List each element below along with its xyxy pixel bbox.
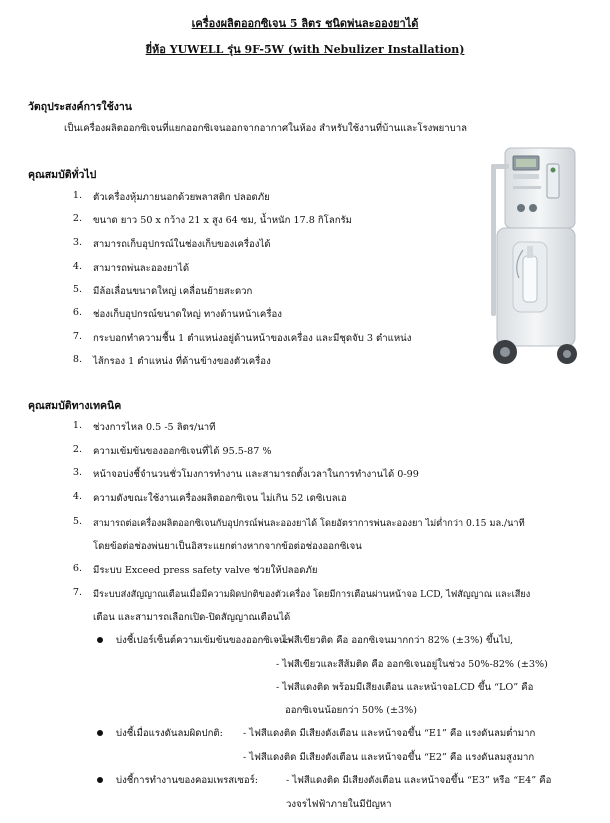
bullet-detail-line: - ไฟสีแดงติด มีเสียงดังเตือน และหน้าจอขึ้น “E3” หรือ “E4” คือ [286, 775, 552, 786]
general-item-text: ช่องเก็บอุปกรณ์ขนาดใหญ่ ทางด้านหน้าเครื่อง [93, 309, 282, 320]
technical-item-text: สามารถต่อเครื่องผลิตออกซิเจนกับอุปกรณ์พ่นละอองยาได้ โดยอัตราการพ่นละอองยา ไม่ต่ำกว่า 0.15 มล./นาที [93, 518, 525, 529]
bullet-detail-line: - ไฟสีแดงติด พร้อมมีเสียงเตือน และหน้าจอLCD ขึ้น “LO” คือ [276, 682, 534, 693]
bullet-marker [97, 637, 103, 643]
general-item-number: 5. [72, 284, 82, 295]
general-item-text: ไส้กรอง 1 ตำแหน่ง ที่ด้านข้างของตัวเครื่อง [93, 356, 271, 367]
general-item-number: 4. [72, 261, 82, 272]
general-item-number: 3. [72, 237, 82, 248]
document-title-line1: เครื่องผลิตออกซิเจน 5 ลิตร ชนิดพ่นละอองยาได้ [191, 17, 419, 30]
general-item-text: ตัวเครื่องหุ้มภายนอกด้วยพลาสติก ปลอดภัย [93, 192, 270, 203]
technical-item-text: ช่วงการไหล 0.5 -5 ลิตร/นาที [93, 422, 216, 433]
general-item-number: 8. [72, 354, 82, 365]
technical-item-text: มีระบบ Exceed press safety valve ช่วยให้ปลอดภัย [93, 565, 318, 576]
general-item-text: กระบอกทำความชื้น 1 ตำแหน่งอยู่ด้านหน้าของเครื่อง และมีชุดจับ 3 ตำแหน่ง [93, 333, 412, 344]
technical-item-text: ความเข้มข้นของออกซิเจนที่ได้ 95.5-87 % [93, 446, 272, 457]
technical-item-number: 5. [72, 516, 82, 527]
bullet-detail-line: - ไฟสีเขียวติด คือ ออกซิเจนมากกว่า 82% (±3%) ขึ้นไป, [276, 635, 514, 646]
technical-item-number: 1. [72, 420, 82, 431]
bullet-label-pressure-indicator: บ่งชี้เมื่อแรงดันลมผิดปกติ: [116, 728, 223, 739]
general-heading: คุณสมบัติทั่วไป [28, 169, 97, 181]
bullet-detail-line: ออกซิเจนน้อยกว่า 50% (±3%) [285, 705, 417, 716]
technical-item-number: 2. [72, 444, 82, 455]
bullet-detail-line: วงจรไฟฟ้าภายในมีปัญหา [286, 799, 392, 810]
purpose-text: เป็นเครื่องผลิตออกซิเจนที่แยกออกซิเจนออกจากอากาศในห้อง สำหรับใช้งานที่บ้านและโรงพยาบาล [64, 123, 468, 134]
bullet-label-oxygen-indicator: บ่งชี้เปอร์เซ็นต์ความเข้มข้นของออกซิเจน:- [116, 635, 292, 646]
technical-item-text: หน้าจอบ่งชี้จำนวนชั่วโมงการทำงาน และสามารถตั้งเวลาในการทำงานได้ 0-99 [93, 469, 419, 480]
general-item-text: ขนาด ยาว 50 x กว้าง 21 x สูง 64 ซม, น้ำหนัก 17.8 กิโลกรัม [93, 215, 352, 226]
general-item-number: 2. [72, 213, 82, 224]
general-item-number: 1. [72, 190, 82, 201]
technical-item-number: 6. [72, 563, 82, 574]
bullet-marker [97, 730, 103, 736]
bullet-label-compressor-indicator: บ่งชี้การทำงานของคอมเพรสเซอร์: [116, 775, 259, 786]
general-item-number: 7. [72, 331, 82, 342]
purpose-heading: วัตถุประสงค์การใช้งาน [28, 101, 132, 113]
bullet-marker [97, 777, 103, 783]
bullet-detail-line: - ไฟสีเขียวและสีส้มติด คือ ออกซิเจนอยู่ในช่วง 50%-82% (±3%) [276, 659, 548, 670]
general-item-text: มีล้อเลื่อนขนาดใหญ่ เคลื่อนย้ายสะดวก [93, 286, 253, 297]
general-item-text: สามารถพ่นละอองยาได้ [93, 263, 190, 274]
general-item-text: สามารถเก็บอุปกรณ์ในช่องเก็บของเครื่องได้ [93, 239, 271, 250]
bullet-detail-line: - ไฟสีแดงติด มีเสียงดังเตือน และหน้าจอขึ้น “E1” คือ แรงดันลมต่ำมาก [243, 728, 536, 739]
technical-item-number: 3. [72, 467, 82, 478]
technical-item-text-continued: โดยข้อต่อช่องพ่นยาเป็นอิสระแยกต่างหากจากข้อต่อช่องออกซิเจน [93, 541, 362, 552]
oxygen-concentrator-image [483, 146, 583, 368]
technical-item-text-continued: เตือน และสามารถเลือกเปิด-ปิดสัญญาณเตือนได้ [93, 612, 291, 623]
technical-heading: คุณสมบัติทางเทคนิค [28, 400, 122, 412]
technical-item-number: 7. [72, 587, 82, 598]
technical-item-text: มีระบบส่งสัญญาณเตือนเมื่อมีความผิดปกติของตัวเครื่อง โดยมีการเตือนผ่านหน้าจอ LCD, ไฟสัญญาณ และเสียง [93, 589, 531, 600]
technical-item-number: 4. [72, 491, 82, 502]
document-title-line2: ยี่ห้อ YUWELL รุ่น 9F-5W (with Nebulizer Installation) [145, 43, 465, 56]
technical-item-text: ความดังขณะใช้งานเครื่องผลิตออกซิเจน ไม่เกิน 52 เดซิเบลเอ [93, 493, 347, 504]
general-item-number: 6. [72, 307, 82, 318]
bullet-detail-line: - ไฟสีแดงติด มีเสียงดังเตือน และหน้าจอขึ้น “E2” คือ แรงดันลมสูงมาก [243, 752, 535, 763]
